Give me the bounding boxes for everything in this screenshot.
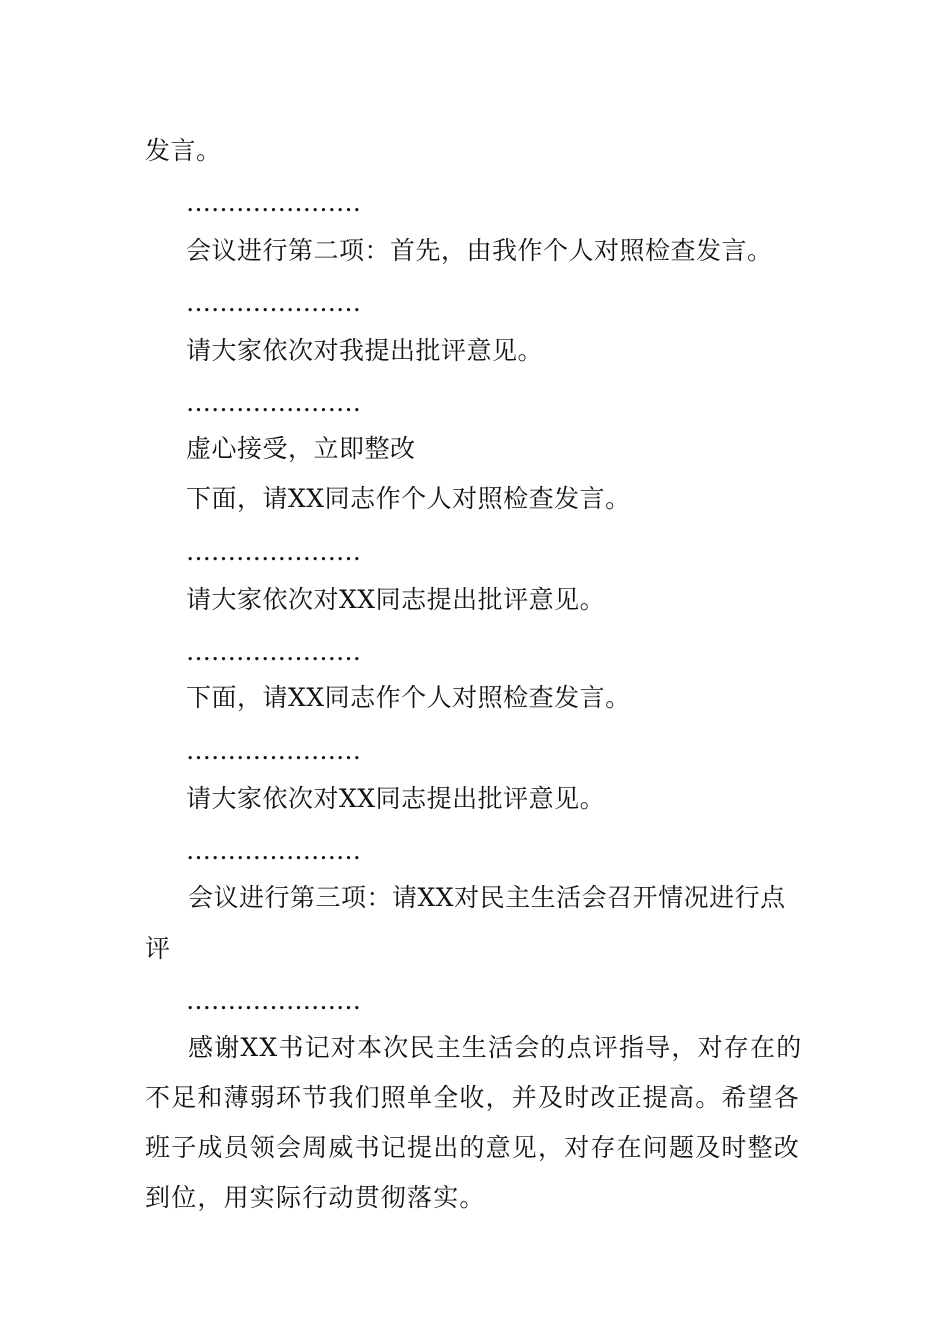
text-line: 请大家依次对XX同志提出批评意见。 [186, 585, 606, 614]
text-line: 班子成员领会周威书记提出的意见，对存在问题及时整改 [145, 1133, 801, 1162]
text-line: 会议进行第三项：请XX对民主生活会召开情况进行点 [188, 883, 786, 912]
text-line: 到位，用实际行动贯彻落实。 [145, 1183, 486, 1212]
text-line: 发言。 [145, 136, 222, 165]
text-line: 感谢XX书记对本次民主生活会的点评指导，对存在的 [188, 1033, 803, 1062]
text-line: 虚心接受，立即整改 [186, 434, 416, 463]
text-line: 会议进行第二项：首先，由我作个人对照检查发言。 [186, 236, 773, 265]
ellipsis-line: ………………… [186, 188, 361, 217]
ellipsis-line: ………………… [186, 836, 361, 865]
text-line: 请大家依次对我提出批评意见。 [186, 336, 544, 365]
ellipsis-line: ………………… [186, 986, 361, 1015]
text-line: 评 [145, 934, 171, 963]
text-line: 不足和薄弱环节我们照单全收，并及时改正提高。希望各 [145, 1083, 801, 1112]
ellipsis-line: ………………… [186, 388, 361, 417]
ellipsis-line: ………………… [186, 537, 361, 566]
text-line: 请大家依次对XX同志提出批评意见。 [186, 784, 606, 813]
text-line: 下面，请XX同志作个人对照检查发言。 [186, 484, 631, 513]
ellipsis-line: ………………… [186, 288, 361, 317]
ellipsis-line: ………………… [186, 637, 361, 666]
text-line: 下面，请XX同志作个人对照检查发言。 [186, 683, 631, 712]
ellipsis-line: ………………… [186, 736, 361, 765]
